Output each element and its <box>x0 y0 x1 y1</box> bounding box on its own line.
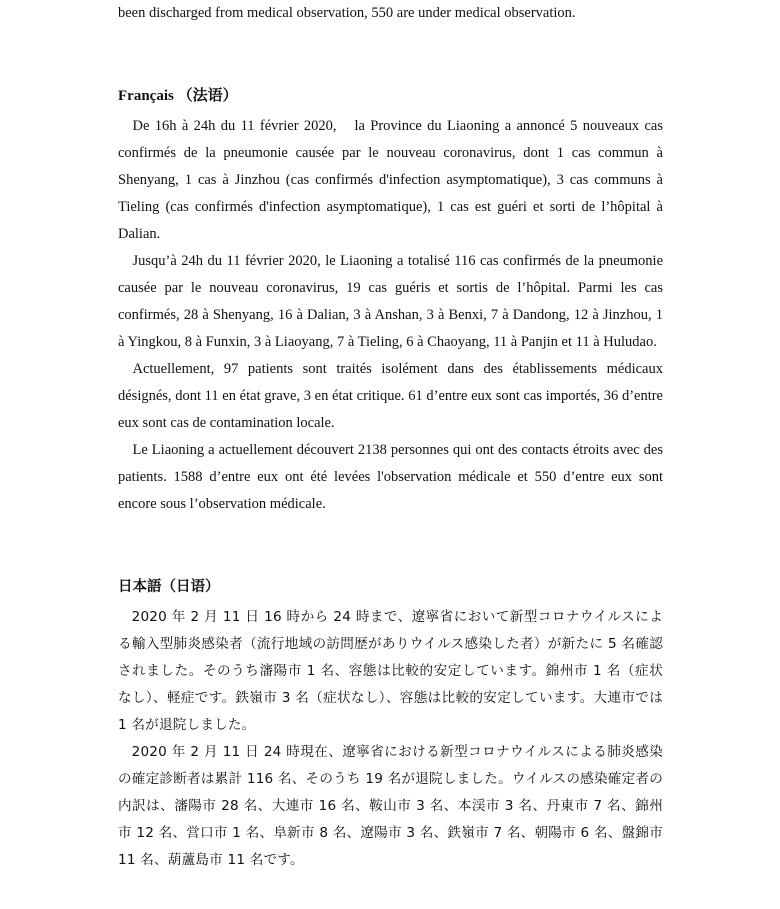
french-paragraph-2: Jusqu’à 24h du 11 février 2020, le Liaoning a totalisé 116 cas confirmés de la pneumonie causée par le nouveau coronavirus, 19 cas guéris et sortis de l’hôpital. Parmi les cas confirmés, 28 à Shenyang, 16 à Dalian, 3 à Anshan, 3 à Benxi, 7 à Dandong, 12 à Jinzhou, 1 à Yingkou, 8 à Funxin, 3 à Liaoyang, 7 à Tieling, 6 à Chaoyang, 11 à Panjin et 11 à Huludao. <box>118 253 663 350</box>
japanese-heading: 日本語（日语） <box>118 579 220 595</box>
japanese-paragraph-1: 2020 年 2 月 11 日 16 時から 24 時まで、遼寧省において新型コロナウイルスによる輸入型肺炎感染者（流行地域の訪問歴がありウイルス感染した者）が新たに 5 名確認されました。そのうち瀋陽市 1 名、容態は比較的安定しています。錦州市 1 名（症状なし）、軽症です。鉄嶺市 3 名（症状なし）、容態は比較的安定しています。大連市では 1 名が退院しました。 <box>118 609 663 733</box>
japanese-paragraph-2: 2020 年 2 月 11 日 24 時現在、遼寧省における新型コロナウイルスによる肺炎感染の確定診断者は累計 116 名、そのうち 19 名が退院しました。ウイルスの感染確定者の内訳は、瀋陽市 28 名、大連市 16 名、鞍山市 3 名、本渓市 3 名、丹東市 7 名、錦州市 12 名、営口市 1 名、阜新市 8 名、遼陽市 3 名、鉄嶺市 7 名、朝陽市 6 名、盤錦市 11 名、葫蘆島市 11 名です。 <box>118 744 663 868</box>
french-heading: Français （法语） <box>118 88 238 104</box>
japanese-section <box>118 576 663 874</box>
french-paragraph-4: Le Liaoning a actuellement découvert 2138 personnes qui ont des contacts étroits avec des patients. 1588 d’entre eux ont été levées l'observation médicale et 550 d’entre eux sont encore sous l’observation médicale. <box>118 442 663 512</box>
lead-text: been discharged from medical observation, 550 are under medical observation. <box>118 5 576 21</box>
french-section <box>118 85 663 518</box>
french-paragraph-3: Actuellement, 97 patients sont traités isolément dans des établissements médicaux désignés, dont 11 en état grave, 3 en état critique. 61 d’entre eux sont cas importés, 36 d’entre eux sont cas de contamination locale. <box>118 361 663 431</box>
french-paragraph-1: De 16h à 24h du 11 février 2020, la Province du Liaoning a annoncé 5 nouveaux cas confirmés de la pneumonie causée par le nouveau coronavirus, dont 1 cas commun à Shenyang, 1 cas à Jinzhou (cas confirmés d'infection asymptomatique), 3 cas communs à Tieling (cas confirmés d'infection asymptomatique), 1 cas est guéri et sorti de l’hôpital à Dalian. <box>118 118 663 242</box>
